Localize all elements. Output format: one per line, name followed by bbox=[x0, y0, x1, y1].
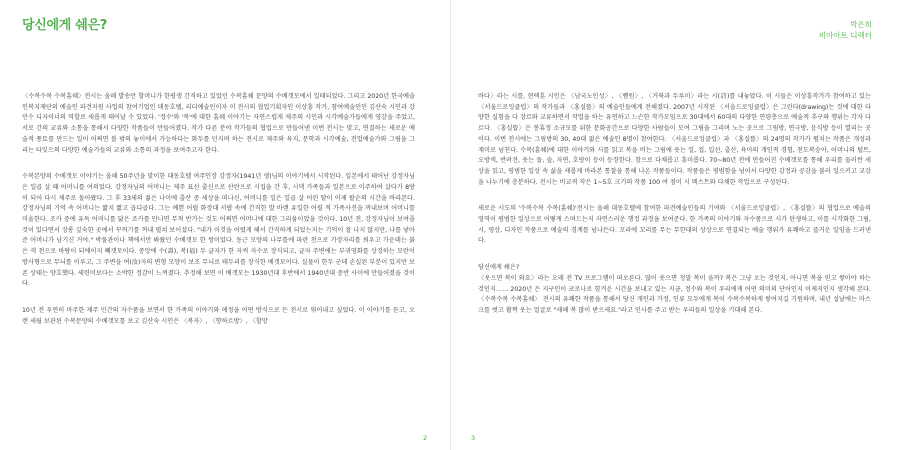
gutter-divider bbox=[450, 0, 451, 450]
author-role: 비아아트 디렉터 bbox=[818, 30, 872, 40]
page-title: 당신에게 쉐은? bbox=[22, 18, 108, 33]
body-paragraph: 수복본양의 수베갯모 이야기는 올해 50주년을 맞이한 대동호텔 여주인장 강정자(1941년 생)님의 이야기에서 시작된다. 일본에서 태어난 강정자님은 일곱 살 때 어머니를 여의었다. 강정자님의 어머니는 제주 표선 출신으로 산란으로 시집을 간 후, 시댁 가족들과 일본으로 이주하여 살다가 8방이 되어 다시 제주로 돌아왔다. 그 후 33세의 젊은 나이에 출산 중 세상을 떠나신, 어머니를 일은 일곱 살 어린 딸이 이제 팔순의 시간을 바라본다. 강정자님의 기억 속 어머니는 짧지 짧고 곱디곱다. 그는 예쁜 어릴 화장대 서랍 속에 간직한 발 바랜 유일한 어릴 적 가족사진을 꺼내보며 어머니를 미울한다. 조카 중에 유독 어머니를 닮은 조카를 만나면 무척 반가는 것도 어쩌면 어머니에 대한 그리움이었을 것이다. 10년 전, 강정자님이 보여줄 것이 있다면서 장롱 깊숙한 곳에서 꾸꺼기를 꺼내 펼쳐 보이셨다. "내가 이것을 어렸게 해서 간직하게 되었는지는 기억이 잘 나지 않지만, 나를 낳아 준 어머니가 남기신 거야." 박물관이나 책에서만 봐왔던 수베갯모 한 쌍이었다. 동근 모양의 나무틀에 파란 천으로 가장자리를 씌우고 가운데는 붉은 색 천으로 바탕이 되에이지 빼갯모이다. 중앙에 수(壽), 복(福) 두 글자가 한 자씩 자수로 장식되고, 글자 주변에는 부귀영화를 상징하는 모란이 방사형으로 무늬를 이루고, 그 주변을 여(汝)자의 변형 모양이 보조 무늬로 테두리를 장식한 베갯모이다. 실물이 한두 군데 손실된 부분이 있지만 보존 상태는 양호했다. 세련미보다는 소박한 정감이 느껴졌다. 추정해 보면 이 베갯모는 1930년대 후반에서 1940년대 중반 사이에 만들어졌을 것이다. bbox=[22, 173, 416, 288]
body-paragraph: 10년 전 우연히 마주한 제주 민간의 자수품을 보면서 한 가족의 이야기와 애정을 어떤 방식으로 든 전시로 엮어내고 싶었다. 이 이야기를 듣고, 오랜 세월 보관된 수복문양의 수베갯모를 보고 김산숙 시인은 〈복자〉, 〈향하르방〉, 〈할망 bbox=[22, 306, 415, 325]
page-number-right: 3 bbox=[471, 434, 476, 442]
author-name: 박은희 bbox=[850, 20, 872, 29]
right-page-body bbox=[478, 92, 871, 333]
body-paragraph: 〈수복수복 수복흠쉐〉전시는 올해 발송만 할머니가 한평생 간직하고 있었던 수복흠쉐 문양의 수베갯모에서 일태되었다. 그리고 2020년 한국예술인복지재단의 예술인 파견지원 사업의 참여기업인 데동호텔, 리더예술인이자 이 전시의 협업기획자인 이상흥 작가, 참여예술인인 김산숙 시인과 강민수 디자이너의 역할로 새롭게 태어날 수 있었다. '정수'와 '복'에 대한 흠쉐 이야기는 자연스럽게 제주의 시인과 시각예술가들에게 영감을 주었고, 서로 간의 교류와 소통을 통해서 다양한 작품들이 만들어졌다. 작가 다른 분야 작가들의 협업으로 만들어낸 이번 전시는 맞고, 연결하는 새로운 예술적 풍토를 만드는 일이 어쩌면 볼 밖의 놓이에서 가능하다는 화두를 던지며 하는 전시로 제주와 육지, 문학과 시각예술, 전업예술가와 그림을 그리는 타잊으의 다양한 예술가들의 교류와 소통의 과정을 보여주고자 한다. bbox=[22, 93, 415, 154]
author-block bbox=[819, 20, 872, 41]
page-number-left: 2 bbox=[423, 434, 428, 442]
body-paragraph: 당신에게 쉐은? 〈웃으면 복이 와요〉라는 오래 전 TV 프로그램이 떠오른다. 많이 웃으면 정말 복이 올까? 복은 그냥 오는 것인지, 아니면 복을 믿고 쌓아야 하는 것인지…… 2020년 은 지구인이 코로나로 힘겨운 시간을 보내고 있는 지금, 정수와 복이 우리에게 어떤 의미의 단어인지 이제지인지 생각해 본다. 〈수복수복 수복흠쉐〉 전시의 유쾌한 작품을 통해서 당신 개인과 가정, 인류 모두에게 복이 수복수복하게 쌓여지길 기원하며, 내년 설날에는 마스크를 벗고 활짝 웃는 얼굴로 "새해 복 많이 받으세요."라고 인사를 주고 받는 우리들의 일상을 기대해 본다. bbox=[478, 264, 871, 314]
left-page-body bbox=[22, 92, 415, 343]
body-paragraph: 새로운 시도의 '수복수복 수복(흠쉐)'전시는 올해 대동호텔에 참여한 파견예술인들의 기여와 〈서울드로잉클럽〉, 〈홍실뜰〉의 협업으로 예술의 영역이 평범한 일상으로 어떻게 스며드는지 자연스러운 행정 과정을 보여준다. 한 가족의 이야기와 자수품으로 시가 탄생하고, 이를 시각화한 그림, 시, 영상, 디자인 작품으로 예술의 경계를 넘나든다. 꼬리에 꼬리를 무는 무한대의 상상으로 연결되는 예술 행위가 유쾌하고 즐거운 일임을 드러낸다. bbox=[478, 205, 871, 245]
body-paragraph: 바다〉라는 시를, 현택훈 시인은 〈남국노인성〉, 〈뼘원〉, 〈거북과 두루미〉라는 시(詩)를 내놓았다. 이 시들은 이상흥작가가 참여하고 있는 〈서울드로잉클럽〉의 작가들과 〈홍실뜰〉의 예술인들에게 전해졌다. 2007년 시작된 〈서울드로잉클럽〉은 그린다(drawing)는 것에 대한 다양한 실험을 다 장르와 교류하면서 작업을 하는 유연하고 느슨한 작가모임으로 30대에서 60대의 다양한 연령층으로 예술적 추구와 행위는 각자 다르다. 〈홍실뜰〉은 봉휴정 소규모를 위한 문화공간으로 다양한 사람들이 모여 그림을 그리며 노는 곳으로 그림방, 연극방, 음식방 등이 열리는 곳이다. 이번 전시에는 그림방의 30, 40대 젊은 예술인 8명이 참여한다. 〈서울드로잉클럽〉과 〈홍실뜰〉의 24명의 작가가 펼치는 작품은 개성과 재미로 넘친다. 수복(흠쉐)에 대한 이야기와 시를 읽고 복을 비는 그림에 웃는 일, 집, 입선, 출산, 육아의 개인적 경험, 천도복숭아, 어머니의 털트, 오방색, 반려견, 웃는 돌, 숲, 자연, 호랑이 등이 등장한다. 참으로 다채롭고 흥미롭다. 70~80년 전에 만들어진 수베갯모를 통해 우리를 둘러싼 세상을 읽고, 평범한 일상 속 삶을 새롭게 바라본 통찰을 통해 나온 작품들이다. 작품들은 평범함을 넘어서 다양한 감정과 공감을 불러 일으키고 교감을 나누기에 충분하다. 전시는 비교적 작은 1~5호 크기의 작품 100 여 점이 시 텍스트와 다채한 작업으로 구성된다. bbox=[478, 93, 871, 186]
